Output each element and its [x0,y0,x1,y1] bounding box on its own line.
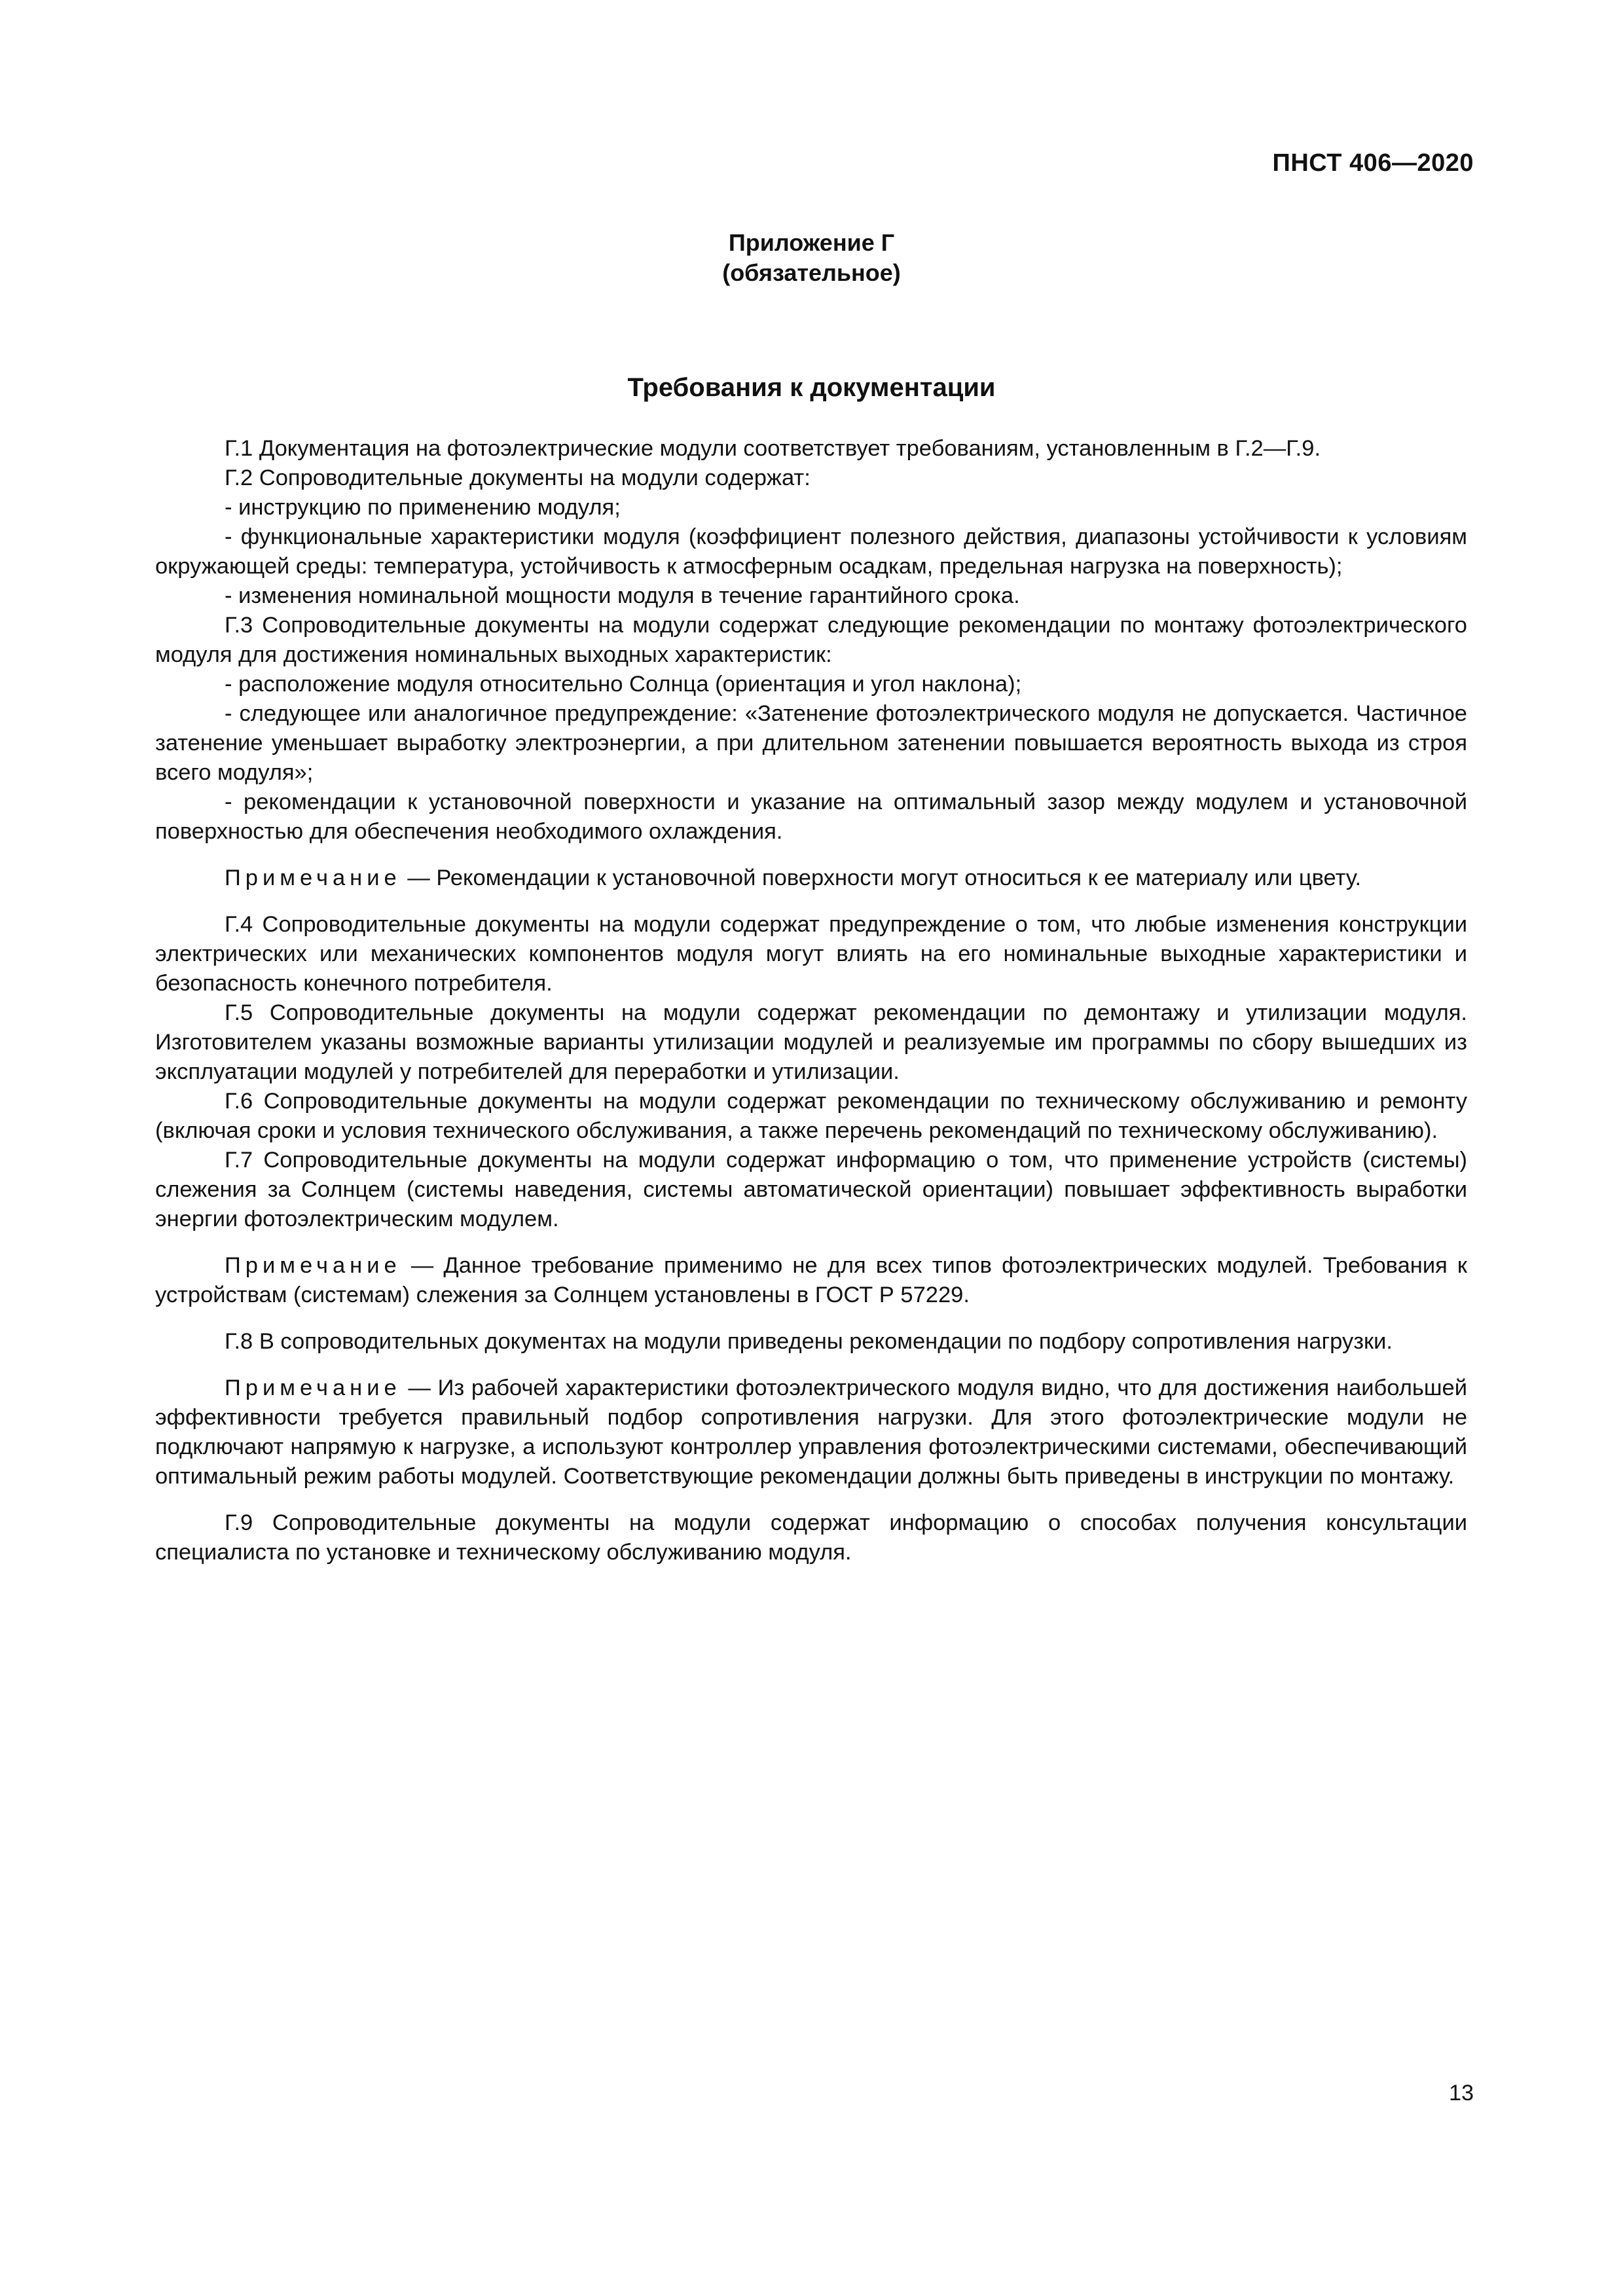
clause-g2-item: - изменения номинальной мощности модуля в течение гарантийного срока. [225,583,1020,608]
clause-g1: Г.1 Документация на фотоэлектрические модули соответствует требованиям, установленным в Г.2—Г.9. [225,436,1321,461]
section-title: Требования к документации [627,373,996,402]
clause-g2-item: - инструкцию по применению модуля; [225,495,621,520]
note-2 [155,1251,1467,1310]
annex-status: (обязательное) [722,259,901,286]
note-text: — Данное требование применимо не для всех типов фотоэлектрических модулей. Требования к устройствам (системам) слежения за Солнцем установлены в ГОСТ Р 57229. [155,1253,1467,1307]
clause-g6: Г.6 Сопроводительные документы на модули содержат рекомендации по техническому обслуживанию и ремонту (включая сроки и условия технического обслуживания, а также перечень рекомендаций по техническому обслуживанию). [155,1089,1467,1143]
annex-title: Приложение Г [728,229,895,256]
clause-g2: Г.2 Сопроводительные документы на модули содержат: [225,465,811,490]
note-label: Примечание [225,866,401,890]
note-3 [155,1374,1467,1491]
note-1 [155,864,1467,893]
note-label: Примечание [225,1376,401,1400]
clause-g9: Г.9 Сопроводительные документы на модули содержат информацию о способах получения консультации специалиста по установке и техническому обслуживанию модуля. [155,1510,1467,1565]
note-text: — Из рабочей характеристики фотоэлектрического модуля видно, что для достижения наибольшей эффективности требуется правильный подбор сопротивления нагрузки. Для этого фотоэлектрические модули не подключают напрямую к нагрузке, а используют контроллер управления фотоэлектрическими системами, обеспечивающий оптимальный режим работы модулей. Соответствующие рекомендации должны быть приведены в инструкции по монтажу. [155,1376,1467,1489]
clause-g3-item: - следующее или аналогичное предупреждение: «Затенение фотоэлектрического модуля не допускается. Частичное затенение уменьшает выработку электроэнергии, а при длительном затенении повышается вероятность выхода из строя всего модуля»; [155,701,1467,785]
note-label: Примечание [225,1253,401,1278]
clause-g8: Г.8 В сопроводительных документах на модули приведены рекомендации по подбору сопротивления нагрузки. [225,1329,1393,1354]
clause-g7: Г.7 Сопроводительные документы на модули содержат информацию о том, что применение устройств (системы) слежения за Солнцем (системы наведения, системы автоматической ориентации) повышает эффективность выработки энергии фотоэлектрическим модулем. [155,1148,1467,1231]
page-number: 13 [1449,2081,1474,2105]
annex-heading [0,228,1623,288]
clause-g3-item: - расположение модуля относительно Солнца (ориентация и угол наклона); [225,672,1022,697]
document-body [155,434,1467,1567]
note-text: — Рекомендации к установочной поверхности могут относиться к ее материалу или цвету. [401,866,1362,890]
document-id: ПНСТ 406—2020 [1272,149,1474,177]
clause-g5: Г.5 Сопроводительные документы на модули содержат рекомендации по демонтажу и утилизации модуля. Изготовителем указаны возможные варианты утилизации модулей и реализуемые им программы по сбору вышедших из эксплуатации модулей у потребителей для переработки и утилизации. [155,1000,1467,1084]
clause-g2-item: - функциональные характеристики модуля (коэффициент полезного действия, диапазоны устойчивости к условиям окружающей среды: температура, устойчивость к атмосферным осадкам, предельная нагрузка на поверхность); [155,524,1467,579]
clause-g3: Г.3 Сопроводительные документы на модули содержат следующие рекомендации по монтажу фотоэлектрического модуля для достижения номинальных выходных характеристик: [155,613,1467,667]
clause-g3-item: - рекомендации к установочной поверхности и указание на оптимальный зазор между модулем и установочной поверхностью для обеспечения необходимого охлаждения. [155,790,1467,844]
clause-g4: Г.4 Сопроводительные документы на модули содержат предупреждение о том, что любые изменения конструкции электрических или механических компонентов модуля могут влиять на его номинальные выходные характеристики и безопасность конечного потребителя. [155,912,1467,996]
